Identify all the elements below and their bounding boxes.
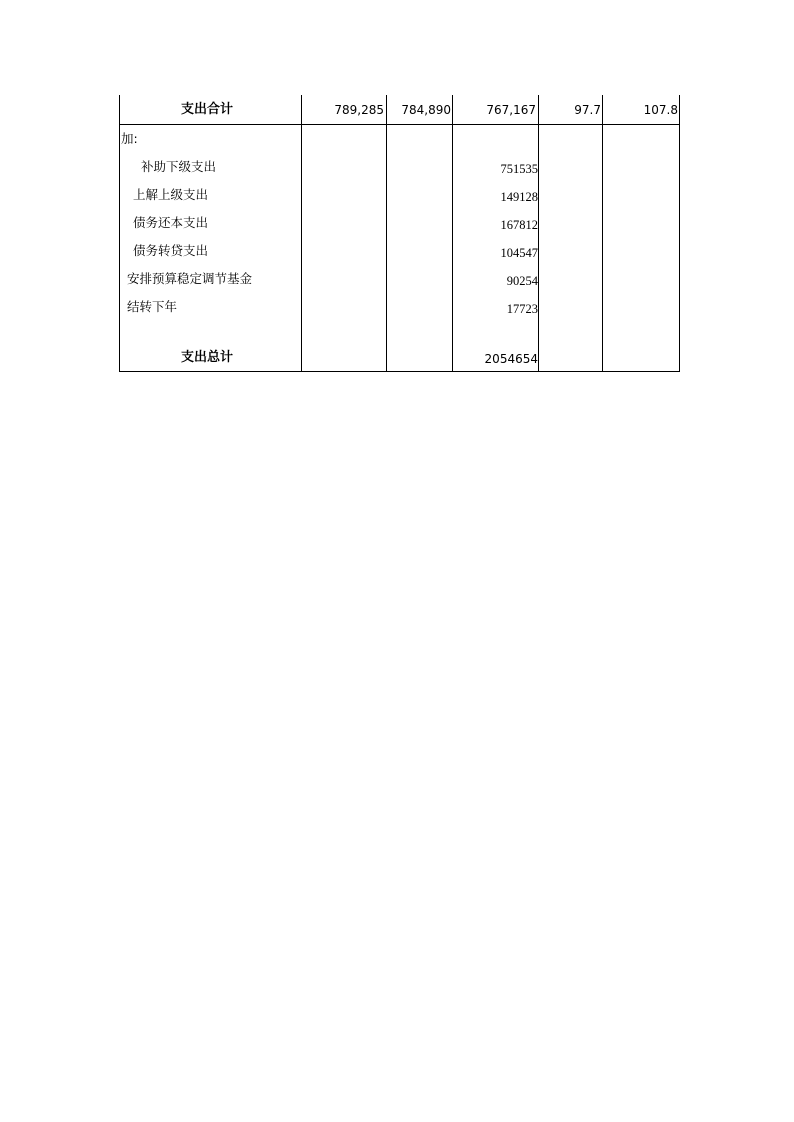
subtotal-col4: 97.7 <box>574 103 601 117</box>
subtotal-row-bottom-border <box>119 124 680 125</box>
list-item-value: 17723 <box>506 302 538 316</box>
column-divider <box>386 95 387 372</box>
expenditure-table <box>119 95 680 372</box>
subtotal-col2: 784,890 <box>401 103 451 117</box>
list-item-value: 149128 <box>500 190 538 204</box>
subtotal-col3: 767,167 <box>486 103 536 117</box>
column-divider <box>538 95 539 372</box>
subtotal-label: 支出合计 <box>181 102 234 117</box>
table-border-bottom <box>119 371 680 372</box>
column-divider <box>602 95 603 372</box>
add-label: 加: <box>121 131 138 146</box>
list-item-value: 167812 <box>500 218 538 232</box>
list-item-label: 补助下级支出 <box>141 159 217 174</box>
column-divider <box>301 95 302 372</box>
list-item-value: 90254 <box>506 274 538 288</box>
list-item-value: 104547 <box>500 246 538 260</box>
grand-total-value: 2054654 <box>484 352 538 366</box>
subtotal-col5: 107.8 <box>643 103 678 117</box>
list-item-value: 751535 <box>500 162 538 176</box>
list-item-label: 债务还本支出 <box>133 215 209 230</box>
list-item-label: 安排预算稳定调节基金 <box>127 271 253 286</box>
column-divider <box>452 95 453 372</box>
grand-total-label: 支出总计 <box>181 350 234 365</box>
table-border-right <box>679 95 680 372</box>
list-item-label: 上解上级支出 <box>133 187 209 202</box>
table-border-left <box>119 95 120 372</box>
list-item-label: 债务转贷支出 <box>133 243 209 258</box>
list-item-label: 结转下年 <box>127 299 178 314</box>
subtotal-col1: 789,285 <box>334 103 384 117</box>
